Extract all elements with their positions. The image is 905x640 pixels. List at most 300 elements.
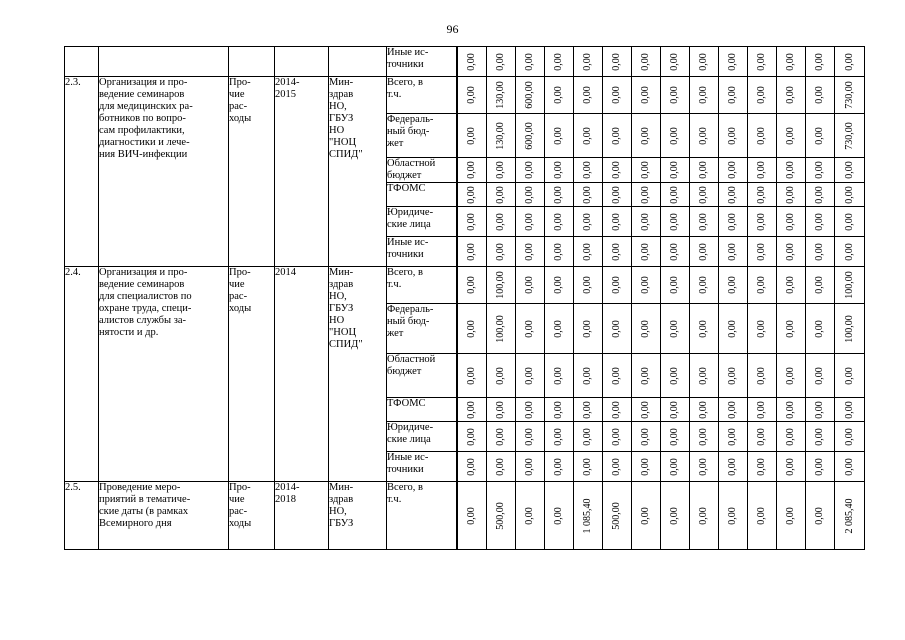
funding-value: 0,00	[843, 52, 855, 71]
funding-value: 0,00	[698, 242, 709, 261]
funding-value: 0,00	[524, 400, 535, 419]
funding-value-cell	[690, 183, 719, 207]
funding-source-label: Иные ис- точники	[387, 237, 457, 267]
funding-value: 1 085,40	[582, 498, 593, 533]
funding-value: 0,00	[727, 319, 738, 338]
funding-value: 0,00	[611, 161, 622, 179]
funding-value: 0,00	[553, 185, 564, 204]
funding-value-cell	[690, 354, 719, 398]
funding-value: 0,00	[611, 185, 622, 204]
funding-value-cell	[487, 47, 516, 77]
funding-value-cell	[516, 452, 545, 482]
funding-value: 0,00	[698, 400, 709, 419]
funding-value: 0,00	[814, 161, 825, 179]
funding-value-cell	[487, 482, 516, 550]
funding-value-cell	[748, 422, 777, 452]
funding-value-cell	[516, 183, 545, 207]
funding-value-cell	[719, 354, 748, 398]
funding-value: 0,00	[611, 52, 622, 71]
funding-value: 0,00	[727, 212, 738, 231]
funding-value-cell	[574, 452, 603, 482]
funding-value-cell	[574, 158, 603, 183]
funding-value: 0,00	[843, 161, 855, 179]
funding-value: 0,00	[582, 457, 593, 476]
funding-value: 130,00	[495, 81, 506, 109]
funding-value: 0,00	[785, 506, 796, 525]
funding-value-cell	[748, 114, 777, 158]
funding-value-cell	[516, 482, 545, 550]
funding-value: 0,00	[785, 319, 796, 338]
funding-value-cell	[719, 77, 748, 114]
funding-value-cell	[516, 207, 545, 237]
funding-value-cell	[661, 47, 690, 77]
funding-value-cell	[806, 267, 835, 304]
funding-value: 0,00	[640, 276, 651, 294]
funding-value: 0,00	[814, 276, 825, 294]
funding-value-cell	[777, 482, 806, 550]
funding-value: 0,00	[756, 506, 767, 525]
funding-value: 0,00	[582, 52, 593, 71]
funding-value: 0,00	[495, 457, 506, 476]
funding-value-cell	[690, 47, 719, 77]
funding-value: 0,00	[669, 212, 680, 231]
funding-value: 0,00	[553, 319, 564, 338]
implementation-years	[275, 47, 329, 77]
funding-value: 0,00	[465, 242, 477, 261]
funding-value-cell	[487, 77, 516, 114]
funding-value-cell	[777, 207, 806, 237]
funding-value: 0,00	[640, 506, 651, 525]
funding-value-cell	[603, 267, 632, 304]
funding-value: 0,00	[814, 457, 825, 476]
funding-value-cell	[516, 77, 545, 114]
funding-value: 0,00	[465, 52, 477, 71]
funding-value-cell	[632, 398, 661, 422]
table-row	[65, 77, 865, 114]
funding-value-cell	[632, 267, 661, 304]
funding-value: 0,00	[785, 276, 796, 294]
funding-value-cell	[661, 207, 690, 237]
item-number: 2.4.	[65, 267, 99, 482]
funding-value: 0,00	[640, 52, 651, 71]
funding-value-cell	[632, 354, 661, 398]
funding-value: 0,00	[640, 86, 651, 104]
funding-value: 0,00	[756, 212, 767, 231]
table-row	[65, 47, 865, 77]
funding-value: 0,00	[756, 366, 767, 385]
funding-value: 0,00	[843, 457, 855, 476]
funding-value-cell	[806, 482, 835, 550]
funding-value: 0,00	[640, 185, 651, 204]
funding-value-cell	[690, 237, 719, 267]
funding-value: 0,00	[814, 366, 825, 385]
funding-value: 0,00	[785, 52, 796, 71]
funding-value: 0,00	[756, 86, 767, 104]
funding-value-cell	[516, 114, 545, 158]
funding-value: 0,00	[553, 86, 564, 104]
funding-value-cell	[777, 452, 806, 482]
funding-value-cell	[574, 304, 603, 354]
funding-source-label: Иные ис- точники	[387, 47, 457, 77]
funding-value: 0,00	[495, 242, 506, 261]
funding-value: 0,00	[465, 427, 477, 446]
funding-value: 0,00	[756, 52, 767, 71]
funding-value-cell	[545, 267, 574, 304]
funding-value: 0,00	[756, 161, 767, 179]
implementation-years: 2014- 2018	[275, 482, 329, 550]
funding-value-cell	[574, 47, 603, 77]
funding-value-cell	[603, 304, 632, 354]
funding-value-cell	[603, 207, 632, 237]
funding-value-cell	[661, 482, 690, 550]
funding-value-cell	[574, 114, 603, 158]
funding-value-cell	[632, 77, 661, 114]
funding-value-cell	[661, 354, 690, 398]
funding-value: 500,00	[611, 501, 622, 530]
funding-value-cell	[487, 114, 516, 158]
funding-value-cell	[457, 422, 487, 452]
funding-value: 0,00	[465, 185, 477, 204]
funding-value: 0,00	[698, 86, 709, 104]
funding-value: 0,00	[640, 400, 651, 419]
funding-value-cell	[835, 267, 865, 304]
funding-value: 100,00	[495, 271, 506, 299]
funding-value: 0,00	[727, 242, 738, 261]
funding-value-cell	[457, 183, 487, 207]
funding-value: 0,00	[582, 86, 593, 104]
funding-value-cell	[806, 398, 835, 422]
funding-value: 0,00	[843, 427, 855, 446]
funding-value: 0,00	[582, 185, 593, 204]
funding-value: 0,00	[640, 161, 651, 179]
funding-value: 500,00	[495, 501, 506, 530]
funding-value: 0,00	[669, 506, 680, 525]
funding-value-cell	[516, 47, 545, 77]
funding-value-cell	[545, 77, 574, 114]
funding-value-cell	[574, 77, 603, 114]
funding-value-cell	[545, 114, 574, 158]
funding-value-cell	[806, 422, 835, 452]
funding-value: 0,00	[553, 457, 564, 476]
funding-source-label: Федераль- ный бюд- жет	[387, 114, 457, 158]
funding-value: 0,00	[524, 506, 535, 525]
funding-value-cell	[748, 482, 777, 550]
funding-value: 0,00	[785, 400, 796, 419]
funding-value: 0,00	[611, 319, 622, 338]
funding-value: 0,00	[524, 276, 535, 294]
funding-value-cell	[545, 183, 574, 207]
funding-value-cell	[835, 354, 865, 398]
funding-value: 0,00	[669, 319, 680, 338]
funding-value-cell	[719, 304, 748, 354]
funding-value-cell	[574, 422, 603, 452]
funding-value: 0,00	[727, 506, 738, 525]
funding-value-cell	[574, 354, 603, 398]
table-row	[65, 482, 865, 550]
funding-value-cell	[748, 207, 777, 237]
funding-source-label: Областной бюджет	[387, 354, 457, 398]
funding-value: 0,00	[785, 427, 796, 446]
funding-value-cell	[603, 77, 632, 114]
budget-table	[64, 46, 865, 550]
funding-value-cell	[545, 207, 574, 237]
funding-value-cell	[835, 114, 865, 158]
funding-value-cell	[457, 47, 487, 77]
funding-value: 0,00	[756, 185, 767, 204]
funding-value-cell	[690, 267, 719, 304]
funding-value-cell	[661, 452, 690, 482]
funding-value-cell	[777, 267, 806, 304]
funding-value-cell	[487, 207, 516, 237]
funding-value: 0,00	[582, 276, 593, 294]
funding-value-cell	[806, 452, 835, 482]
funding-value: 0,00	[640, 427, 651, 446]
funding-value-cell	[806, 114, 835, 158]
funding-value: 0,00	[640, 242, 651, 261]
funding-value: 0,00	[553, 506, 564, 525]
funding-value: 0,00	[524, 366, 535, 385]
funding-source-label: Областной бюджет	[387, 158, 457, 183]
funding-value: 130,00	[495, 121, 506, 150]
funding-value-cell	[661, 304, 690, 354]
funding-value: 0,00	[553, 212, 564, 231]
funding-value: 100,00	[843, 314, 855, 343]
item-number: 2.5.	[65, 482, 99, 550]
funding-value-cell	[719, 183, 748, 207]
funding-value-cell	[545, 354, 574, 398]
funding-value-cell	[748, 398, 777, 422]
funding-value: 0,00	[814, 52, 825, 71]
item-name: Проведение меро- приятий в тематиче- ские даты (в рамках Всемирного дня	[99, 482, 229, 550]
funding-value: 0,00	[727, 457, 738, 476]
funding-value-cell	[603, 422, 632, 452]
funding-value-cell	[690, 422, 719, 452]
funding-value: 0,00	[465, 400, 477, 419]
funding-value-cell	[545, 482, 574, 550]
funding-value-cell	[632, 183, 661, 207]
funding-value-cell	[690, 207, 719, 237]
funding-source-label: Федераль- ный бюд- жет	[387, 304, 457, 354]
funding-value: 0,00	[698, 52, 709, 71]
funding-value-cell	[835, 237, 865, 267]
funding-value: 2 085,40	[843, 498, 855, 533]
funding-value: 0,00	[465, 457, 477, 476]
funding-value-cell	[835, 183, 865, 207]
funding-value-cell	[487, 304, 516, 354]
funding-value-cell	[574, 482, 603, 550]
funding-value: 0,00	[727, 276, 738, 294]
funding-value-cell	[777, 422, 806, 452]
funding-value: 0,00	[611, 126, 622, 145]
funding-value-cell	[457, 304, 487, 354]
funding-value-cell	[487, 422, 516, 452]
funding-value-cell	[719, 452, 748, 482]
funding-value-cell	[661, 158, 690, 183]
funding-value-cell	[748, 158, 777, 183]
funding-value: 0,00	[640, 457, 651, 476]
funding-value-cell	[690, 452, 719, 482]
funding-value-cell	[835, 422, 865, 452]
funding-value: 0,00	[611, 457, 622, 476]
funding-value-cell	[516, 237, 545, 267]
funding-value: 0,00	[698, 427, 709, 446]
funding-source-label: Всего, в т.ч.	[387, 267, 457, 304]
funding-value: 0,00	[582, 319, 593, 338]
funding-value: 0,00	[814, 86, 825, 104]
funding-value-cell	[603, 47, 632, 77]
funding-value-cell	[748, 237, 777, 267]
funding-value: 0,00	[785, 242, 796, 261]
funding-source-label: Юридиче- ские лица	[387, 207, 457, 237]
funding-value-cell	[719, 237, 748, 267]
funding-value: 0,00	[698, 366, 709, 385]
executor: Мин- здрав НО, ГБУЗ НО "НОЦ СПИД"	[329, 267, 387, 482]
funding-value-cell	[719, 114, 748, 158]
funding-value-cell	[777, 237, 806, 267]
funding-value-cell	[457, 207, 487, 237]
funding-value-cell	[574, 398, 603, 422]
funding-value: 0,00	[698, 506, 709, 525]
funding-value: 0,00	[640, 366, 651, 385]
funding-value: 0,00	[465, 319, 477, 338]
funding-value: 0,00	[524, 427, 535, 446]
funding-value-cell	[632, 158, 661, 183]
funding-value: 0,00	[814, 427, 825, 446]
funding-value-cell	[516, 304, 545, 354]
funding-value-cell	[690, 482, 719, 550]
funding-value-cell	[777, 77, 806, 114]
funding-value-cell	[603, 452, 632, 482]
funding-value-cell	[690, 398, 719, 422]
funding-value: 600,00	[524, 121, 535, 150]
funding-value: 0,00	[553, 242, 564, 261]
funding-value-cell	[835, 482, 865, 550]
funding-value: 0,00	[785, 212, 796, 231]
funding-value-cell	[835, 398, 865, 422]
funding-value-cell	[719, 207, 748, 237]
funding-value-cell	[719, 47, 748, 77]
funding-value: 0,00	[553, 276, 564, 294]
funding-value: 0,00	[669, 126, 680, 145]
funding-value: 0,00	[814, 185, 825, 204]
funding-value: 0,00	[582, 126, 593, 145]
funding-value: 0,00	[611, 427, 622, 446]
funding-value: 0,00	[553, 400, 564, 419]
funding-value: 0,00	[611, 276, 622, 294]
funding-value: 0,00	[843, 212, 855, 231]
funding-value-cell	[457, 452, 487, 482]
funding-value-cell	[632, 422, 661, 452]
funding-value-cell	[632, 304, 661, 354]
funding-value-cell	[545, 422, 574, 452]
funding-value: 0,00	[698, 161, 709, 179]
funding-value: 0,00	[669, 86, 680, 104]
funding-value: 0,00	[756, 242, 767, 261]
funding-value-cell	[545, 304, 574, 354]
funding-value-cell	[719, 482, 748, 550]
funding-value-cell	[748, 452, 777, 482]
expense-type: Про- чие рас- ходы	[229, 482, 275, 550]
funding-value: 0,00	[669, 457, 680, 476]
funding-value-cell	[487, 398, 516, 422]
funding-value: 0,00	[698, 319, 709, 338]
funding-value: 0,00	[669, 400, 680, 419]
funding-value: 0,00	[582, 400, 593, 419]
funding-value-cell	[748, 183, 777, 207]
funding-value: 0,00	[582, 161, 593, 179]
funding-value: 0,00	[814, 212, 825, 231]
funding-value: 0,00	[785, 126, 796, 145]
funding-value: 0,00	[785, 366, 796, 385]
funding-value-cell	[545, 158, 574, 183]
funding-value-cell	[690, 304, 719, 354]
funding-value: 0,00	[495, 212, 506, 231]
funding-value: 0,00	[553, 161, 564, 179]
funding-value: 0,00	[611, 86, 622, 104]
funding-value-cell	[545, 398, 574, 422]
funding-value-cell	[777, 398, 806, 422]
funding-value-cell	[748, 354, 777, 398]
funding-value: 730,00	[843, 81, 855, 109]
funding-value-cell	[632, 452, 661, 482]
page-number: 96	[446, 22, 459, 36]
funding-value: 0,00	[611, 242, 622, 261]
funding-value-cell	[835, 47, 865, 77]
funding-value: 0,00	[611, 212, 622, 231]
funding-value-cell	[574, 207, 603, 237]
funding-value-cell	[457, 398, 487, 422]
funding-value: 0,00	[698, 126, 709, 145]
funding-value-cell	[603, 237, 632, 267]
funding-value: 0,00	[495, 366, 506, 385]
funding-value-cell	[690, 158, 719, 183]
funding-value-cell	[603, 183, 632, 207]
funding-value: 0,00	[553, 52, 564, 71]
funding-value-cell	[545, 452, 574, 482]
funding-value-cell	[690, 114, 719, 158]
funding-value: 100,00	[843, 271, 855, 299]
funding-value-cell	[777, 183, 806, 207]
funding-value-cell	[457, 354, 487, 398]
funding-value: 0,00	[611, 366, 622, 385]
funding-source-label: ТФОМС	[387, 398, 457, 422]
funding-value: 0,00	[582, 427, 593, 446]
funding-value: 0,00	[524, 457, 535, 476]
funding-value: 0,00	[727, 400, 738, 419]
funding-value: 0,00	[814, 319, 825, 338]
funding-value: 0,00	[495, 427, 506, 446]
funding-value: 0,00	[785, 185, 796, 204]
funding-value-cell	[719, 267, 748, 304]
funding-value: 0,00	[843, 366, 855, 385]
funding-value-cell	[806, 237, 835, 267]
funding-value-cell	[661, 398, 690, 422]
funding-value-cell	[487, 237, 516, 267]
funding-value: 0,00	[465, 212, 477, 231]
funding-value-cell	[457, 114, 487, 158]
funding-value: 0,00	[495, 400, 506, 419]
funding-value: 0,00	[756, 400, 767, 419]
table-row	[65, 267, 865, 304]
funding-value: 0,00	[698, 276, 709, 294]
implementation-years: 2014	[275, 267, 329, 482]
funding-value-cell	[748, 47, 777, 77]
funding-value-cell	[777, 354, 806, 398]
funding-value-cell	[516, 158, 545, 183]
funding-value-cell	[806, 47, 835, 77]
funding-value: 0,00	[669, 161, 680, 179]
item-name: Организация и про- ведение семинаров для медицинских ра- ботников по вопро- сам профилактики, диагностики и лече- ния ВИЧ-инфекции	[99, 77, 229, 267]
